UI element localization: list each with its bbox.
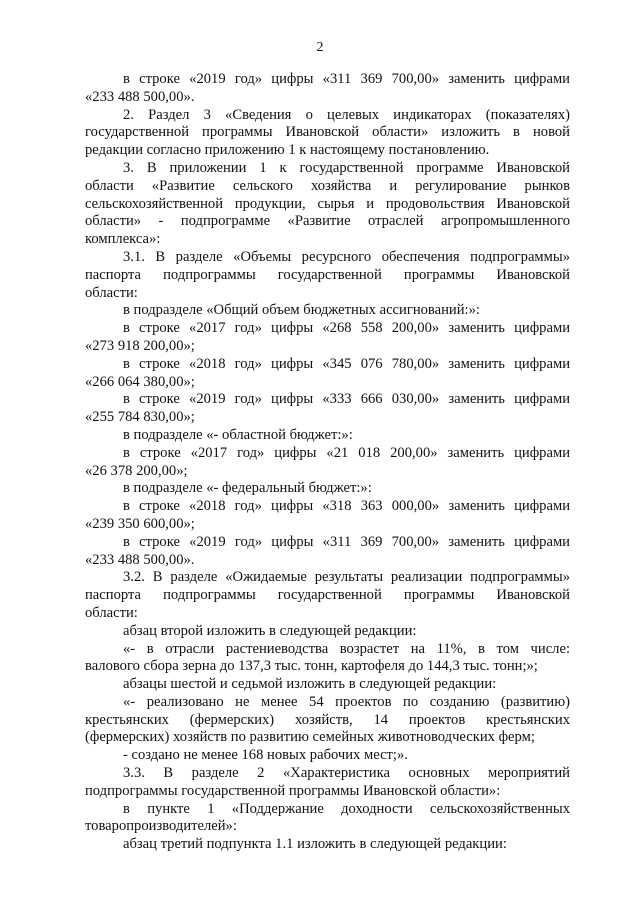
- text-line: абзац второй изложить в следующей редакции:: [123, 622, 417, 639]
- text-line: паспорта подпрограммы государственной программы Ивановской: [85, 587, 570, 604]
- text-line: в строке «2019 год» цифры «333 666 030,00» заменить цифрами: [123, 391, 570, 408]
- text-line: области» - подпрограмме «Развитие отраслей агропромышленного: [85, 213, 570, 230]
- text-line: 3.3. В разделе 2 «Характеристика основных мероприятий: [123, 765, 570, 782]
- text-line: абзацы шестой и седьмой изложить в следующей редакции:: [123, 676, 497, 693]
- text-line: в строке «2018 год» цифры «345 076 780,00» заменить цифрами: [123, 355, 570, 372]
- text-line: в строке «2019 год» цифры «311 369 700,00» заменить цифрами: [123, 533, 570, 550]
- text-line: 3.1. В разделе «Объемы ресурсного обеспечения подпрограммы»: [123, 248, 570, 265]
- text-line: «233 488 500,00».: [85, 551, 195, 568]
- text-line: «- в отрасли растениеводства возрастет на 11%, в том числе:: [123, 640, 570, 657]
- text-line: «- реализовано не менее 54 проектов по созданию (развитию): [123, 693, 570, 710]
- text-line: области:: [85, 604, 138, 621]
- text-line: «255 784 830,00»;: [85, 409, 195, 426]
- text-line: крестьянских (фермерских) хозяйств, 14 проектов крестьянских: [85, 711, 570, 728]
- text-line: 3. В приложении 1 к государственной программе Ивановской: [123, 159, 570, 176]
- text-line: «26 378 200,00»;: [85, 462, 188, 479]
- text-line: области:: [85, 284, 138, 301]
- text-line: в строке «2017 год» цифры «21 018 200,00» заменить цифрами: [123, 444, 570, 461]
- text-line: в пункте 1 «Поддержание доходности сельскохозяйственных: [123, 800, 570, 817]
- text-line: комплекса»:: [85, 231, 161, 248]
- text-line: в подразделе «Общий объем бюджетных ассигнований:»:: [123, 302, 480, 319]
- text-line: в строке «2017 год» цифры «268 558 200,00» заменить цифрами: [123, 320, 570, 337]
- text-line: «266 064 380,00»;: [85, 373, 195, 390]
- text-line: - создано не менее 168 новых рабочих мест;».: [123, 747, 408, 764]
- text-line: товаропроизводителей»:: [85, 818, 237, 835]
- text-line: паспорта подпрограммы государственной программы Ивановской: [85, 266, 570, 283]
- text-line: в строке «2019 год» цифры «311 369 700,00» заменить цифрами: [123, 71, 570, 87]
- document-body: [85, 71, 570, 854]
- text-line: сельскохозяйственной продукции, сырья и продовольствия Ивановской: [85, 195, 570, 212]
- text-line: в строке «2018 год» цифры «318 363 000,00» заменить цифрами: [123, 498, 570, 515]
- text-line: 2. Раздел 3 «Сведения о целевых индикаторах (показателях): [123, 106, 570, 123]
- text-line: 3.2. В разделе «Ожидаемые результаты реализации подпрограммы»: [123, 569, 570, 586]
- text-line: в подразделе «- федеральный бюджет:»:: [123, 480, 372, 497]
- page-number: 2: [316, 40, 324, 55]
- text-line: государственной программы Ивановской области» изложить в новой: [85, 124, 570, 141]
- text-line: редакции согласно приложению 1 к настоящему постановлению.: [85, 142, 490, 159]
- text-line: «239 350 600,00»;: [85, 515, 195, 532]
- text-line: абзац третий подпункта 1.1 изложить в следующей редакции:: [123, 836, 507, 853]
- text-line: валового сбора зерна до 137,3 тыс. тонн, картофеля до 144,3 тыс. тонн;»;: [85, 658, 538, 675]
- text-line: «233 488 500,00».: [85, 88, 195, 105]
- text-line: «273 918 200,00»;: [85, 337, 195, 354]
- text-line: (фермерских) хозяйств по развитию семейных животноводческих ферм;: [85, 729, 535, 746]
- text-line: в подразделе «- областной бюджет:»:: [123, 426, 353, 443]
- text-line: области «Развитие сельского хозяйства и регулирование рынков: [85, 177, 570, 194]
- text-line: подпрограммы государственной программы Ивановской области»:: [85, 782, 501, 799]
